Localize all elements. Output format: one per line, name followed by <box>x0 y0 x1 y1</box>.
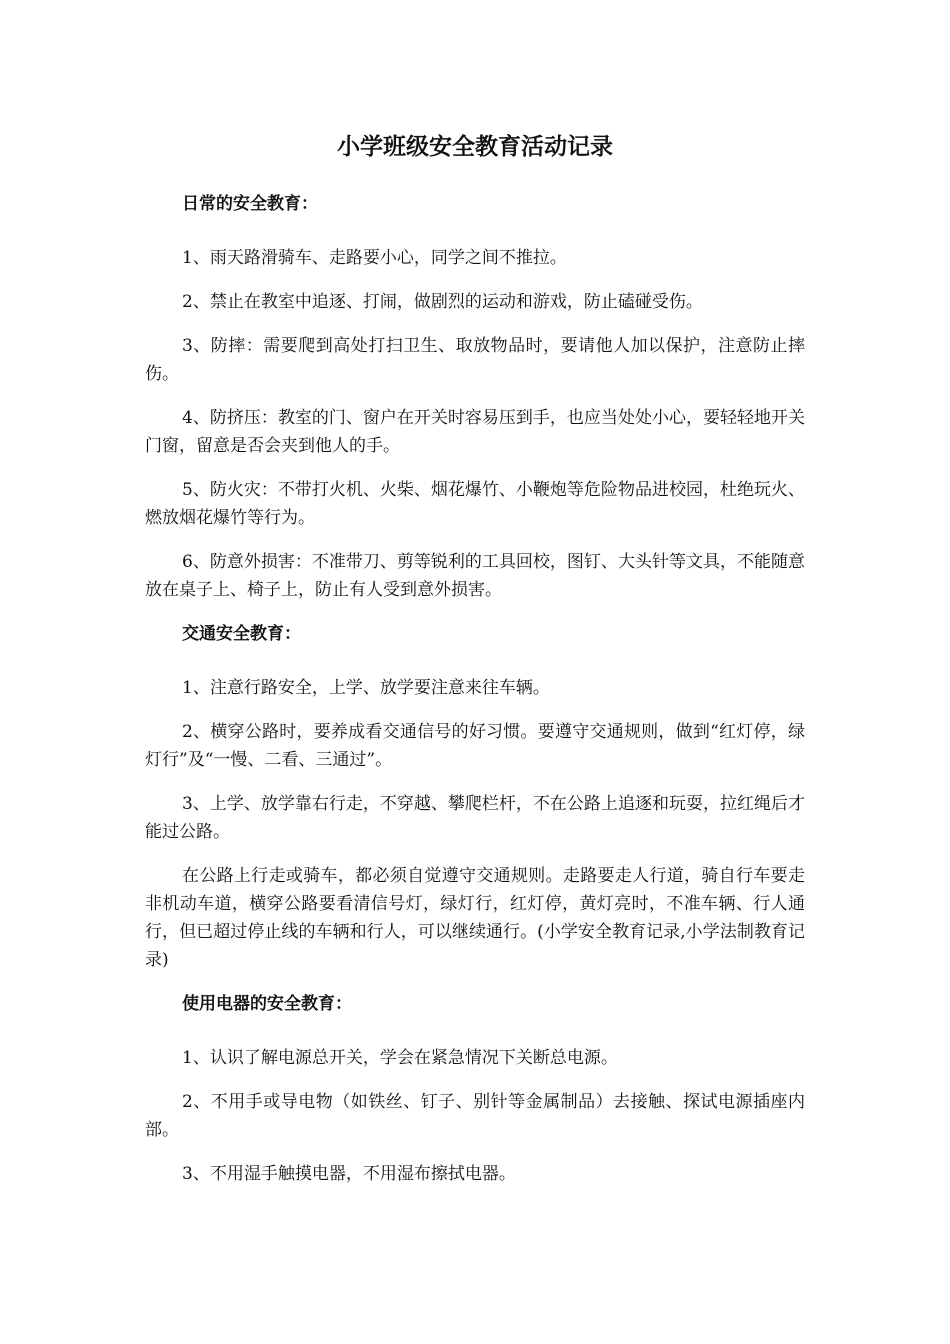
paragraph: 在公路上行走或骑车，都必须自觉遵守交通规则。走路要走人行道，骑自行车要走非机动车道，横穿公路要看清信号灯，绿灯行，红灯停，黄灯亮时，不准车辆、行人通行，但已超过停止线的车辆和行人，可以继续通行。(小学安全教育记录,小学法制教育记录) <box>145 866 805 970</box>
section-heading: 使用电器的安全教育： <box>182 994 352 1014</box>
paragraph: 2、禁止在教室中追逐、打闹，做剧烈的运动和游戏，防止磕碰受伤。 <box>182 292 703 312</box>
document-title: 小学班级安全教育活动记录 <box>337 134 613 160</box>
paragraph: 1、雨天路滑骑车、走路要小心，同学之间不推拉。 <box>182 248 567 268</box>
paragraph: 4、防挤压：教室的门、窗户在开关时容易压到手，也应当处处小心，要轻轻地开关门窗，留意是否会夹到他人的手。 <box>145 408 805 456</box>
section-traffic-safety <box>145 620 805 974</box>
paragraph: 2、横穿公路时，要养成看交通信号的好习惯。要遵守交通规则，做到“红灯停，绿灯行”及“一慢、二看、三通过”。 <box>145 722 805 770</box>
section-heading: 交通安全教育： <box>182 624 301 644</box>
paragraph: 5、防火灾：不带打火机、火柴、烟花爆竹、小鞭炮等危险物品进校园，杜绝玩火、燃放烟花爆竹等行为。 <box>145 480 805 528</box>
paragraph: 3、防摔：需要爬到高处打扫卫生、取放物品时，要请他人加以保护，注意防止摔伤。 <box>145 336 805 384</box>
paragraph: 3、不用湿手触摸电器，不用湿布擦拭电器。 <box>182 1164 516 1184</box>
paragraph: 3、上学、放学靠右行走，不穿越、攀爬栏杆，不在公路上追逐和玩耍，拉红绳后才能过公路。 <box>145 794 805 842</box>
paragraph: 2、不用手或导电物（如铁丝、钉子、别针等金属制品）去接触、探试电源插座内部。 <box>145 1092 805 1140</box>
paragraph: 1、注意行路安全，上学、放学要注意来往车辆。 <box>182 678 550 698</box>
section-daily-safety <box>145 190 805 604</box>
section-heading: 日常的安全教育： <box>182 194 318 214</box>
paragraph: 1、认识了解电源总开关，学会在紧急情况下关断总电源。 <box>182 1048 618 1068</box>
section-electrical-safety <box>145 990 805 1188</box>
paragraph: 6、防意外损害：不准带刀、剪等锐利的工具回校，图钉、大头针等文具，不能随意放在桌子上、椅子上，防止有人受到意外损害。 <box>145 552 805 600</box>
